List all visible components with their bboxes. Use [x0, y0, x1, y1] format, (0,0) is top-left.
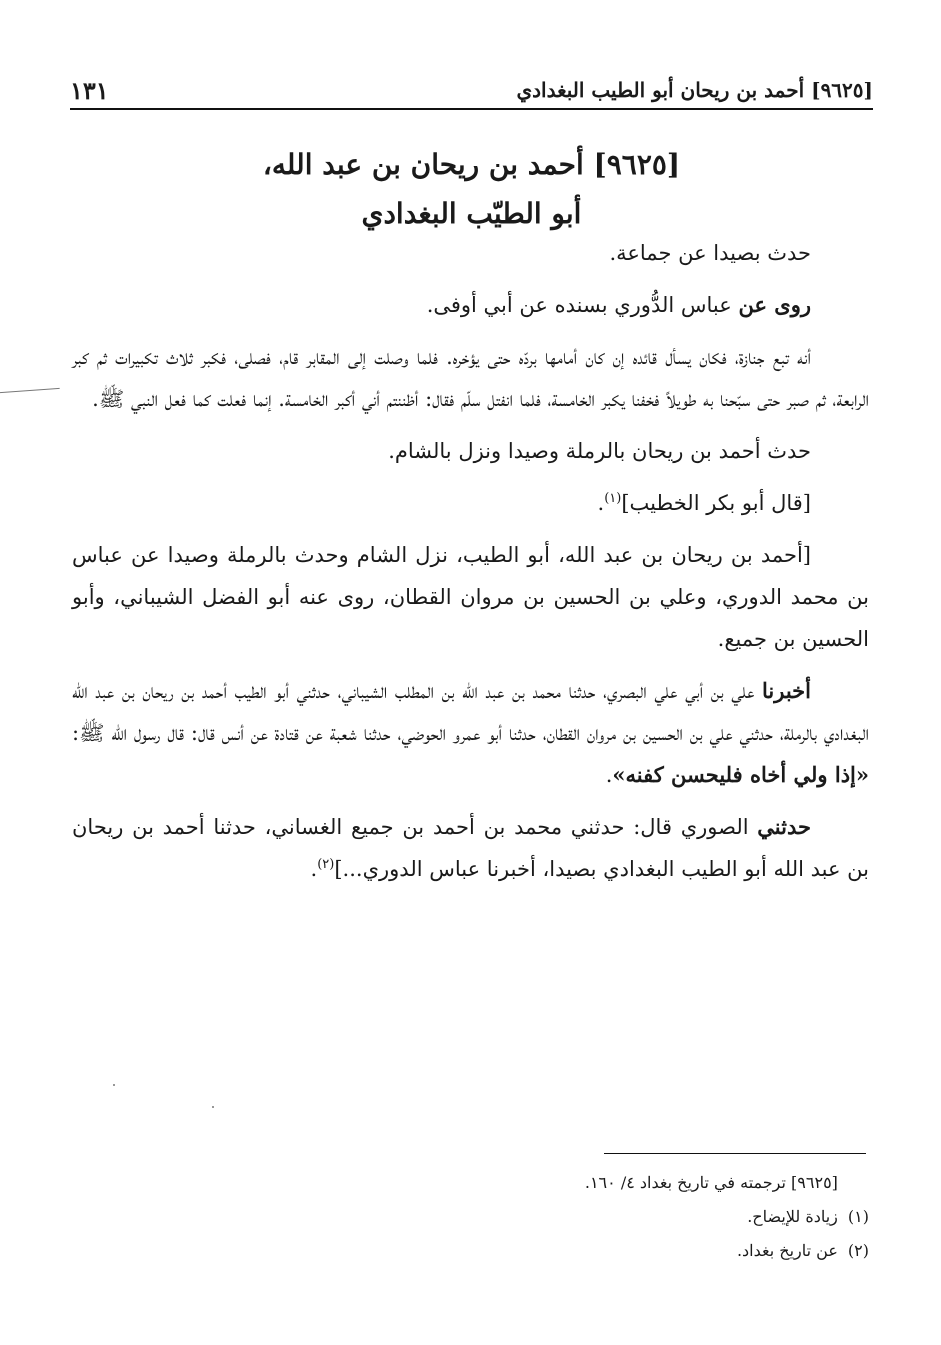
- paragraph-1: حدث بصيدا عن جماعة.: [609, 241, 811, 265]
- footnote-text: زيادة للإيضاح.: [747, 1207, 838, 1226]
- footnote-separator: [604, 1153, 866, 1154]
- footnote-reference: (٢): [317, 857, 335, 872]
- paragraph-5: [72, 482, 869, 524]
- scan-speck: [113, 1084, 115, 1086]
- paragraph-2: [72, 284, 869, 326]
- paragraph-text: [قال أبو بكر الخطيب]: [621, 491, 811, 515]
- narration-lead: روى عن: [738, 292, 811, 317]
- footnote-number: (٢): [847, 1241, 869, 1260]
- paragraph-4: حدث أحمد بن ريحان بالرملة وصيدا ونزل بالشام.: [388, 439, 811, 463]
- paragraph-end: .: [310, 857, 318, 881]
- footnote-item: [69, 1200, 869, 1234]
- paragraph-text: الصوري قال: حدثني محمد بن أحمد بن جميع الغساني، حدثنا أحمد بن ريحان بن عبد الله أبو الطيب البغدادي بصيدا، أخبرنا عباس الدوري...]: [72, 815, 869, 881]
- entry-heading: [70, 140, 873, 238]
- narration-lead: حدثني: [757, 814, 811, 839]
- footnote-text: عن تاريخ بغداد.: [736, 1241, 838, 1260]
- paragraph-6: [أحمد بن ريحان بن عبد الله، أبو الطيب، نزل الشام وحدث بالرملة وصيدا عن عباس بن محمد الدوري، وعلي بن الحسين بن مروان القطان، روى عنه أبو الفضل الشيباني، وأبو الحسين بن جميع.: [72, 543, 869, 651]
- running-title: [٩٦٢٥] أحمد بن ريحان أبو الطيب البغدادي: [516, 78, 873, 102]
- entry-title-line-1: [٩٦٢٥] أحمد بن ريحان بن عبد الله،: [262, 148, 681, 181]
- narration-lead: أخبرنا: [762, 678, 811, 703]
- page-number: ١٣١: [70, 76, 109, 105]
- footnote-text: [٩٦٢٥] ترجمته في تاريخ بغداد ٤/ ١٦٠.: [584, 1173, 838, 1192]
- paragraph-7: [72, 670, 869, 796]
- footnotes: [69, 1166, 869, 1268]
- entry-title-line-2: أبو الطيّب البغدادي: [361, 197, 582, 230]
- paragraph-text: عباس الدُّوري بسنده عن أبي أوفى.: [426, 293, 739, 317]
- footnote-reference: (١): [604, 491, 622, 506]
- paragraph-text: علي بن أبي علي البصري، حدثنا محمد بن عبد الله بن المطلب الشيباني، حدثني أبو الطيب أحمد بن ريحان بن عبد الله البغدادي بالرملة، حدثني علي بن الحسين بن مروان القطان، حدثنا أبو عمرو الحوضي، حدثنا شعبة عن قتادة عن أنس قال: قال رسول الله ﷺ:: [72, 679, 869, 745]
- paragraph-end: .: [605, 763, 613, 787]
- paragraph-end: .: [597, 491, 605, 515]
- footnote-number: (١): [847, 1207, 869, 1226]
- running-header: [70, 76, 873, 110]
- paragraph-3: أنه تبع جنازة، فكان يسأل قائده إن كان أمامها بردّه حتى يؤخره. فلما وصلت إلى المقابر قام، فصلى، فكبر ثلاث تكبيرات ثم كبر الرابعة، ثم صبر حتى سبّحنا به طويلاً فخفنا يكبر الخامسة، فلما انفتل سلّم فقال: أظننتم أني أكبر الخامسة. إنما فعلت كما فعل النبي ﷺ.: [72, 345, 869, 411]
- footnote-item: [69, 1234, 869, 1268]
- hadith-quote: «إذا ولي أخاه فليحسن كفنه»: [612, 762, 869, 787]
- paragraph-8: [72, 806, 869, 890]
- entry-body: [72, 232, 869, 900]
- scan-speck: [212, 1106, 214, 1108]
- margin-stray-line: [0, 388, 60, 401]
- footnote-item: [69, 1166, 869, 1200]
